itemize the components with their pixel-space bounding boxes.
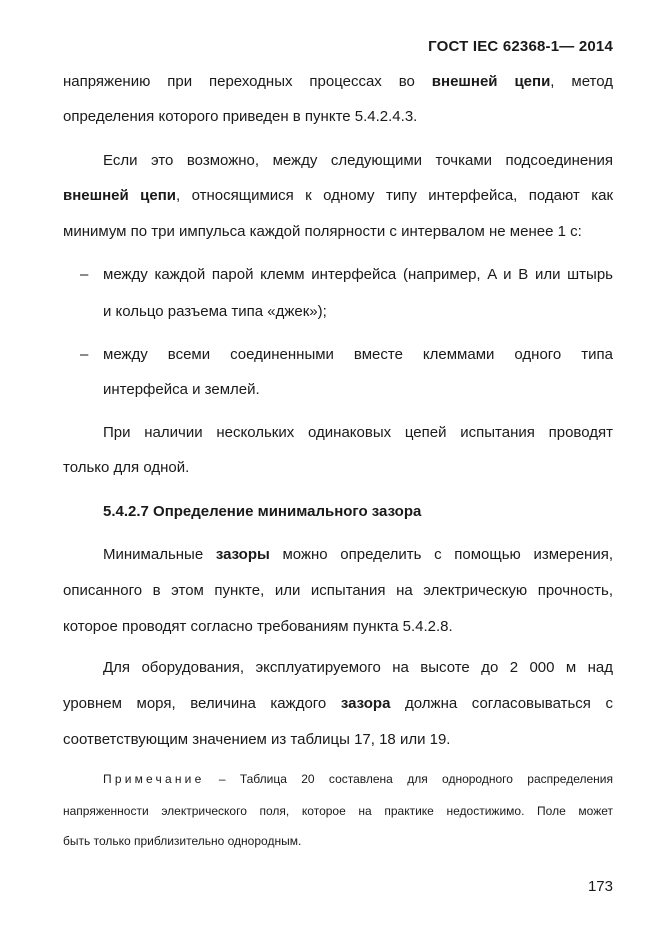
paragraph-line: соответствующим значением из таблицы 17, 18 или 19. bbox=[63, 731, 451, 748]
list-item-line: и кольцо разъема типа «джек»); bbox=[103, 303, 327, 320]
list-bullet: – bbox=[80, 266, 89, 283]
text-span: , метод bbox=[550, 73, 613, 90]
page-number: 173 bbox=[587, 878, 613, 895]
paragraph-line: определения которого приведен в пункте 5.4.2.4.3. bbox=[63, 108, 418, 125]
note-line bbox=[103, 772, 613, 787]
paragraph-line: Если это возможно, между следующими точками подсоединения bbox=[103, 152, 613, 169]
term-clearance: зазора bbox=[340, 695, 391, 712]
text-span: Минимальные bbox=[103, 546, 216, 563]
text-span: напряжению при переходных процессах во bbox=[63, 73, 432, 90]
term-external-circuit: внешней цепи bbox=[63, 187, 177, 204]
note-label: Примечание bbox=[103, 772, 205, 786]
text-span: , относящимися к одному типу интерфейса, подают как bbox=[176, 187, 614, 204]
paragraph-line bbox=[63, 187, 613, 205]
text-span: можно определить с помощью измерения, bbox=[269, 546, 613, 563]
text-span: должна согласовываться с bbox=[390, 695, 614, 712]
term-clearances: зазоры bbox=[215, 546, 270, 563]
paragraph-line: Для оборудования, эксплуатируемого на высоте до 2 000 м над bbox=[103, 659, 613, 676]
document-header: ГОСТ IEC 62368-1— 2014 bbox=[428, 38, 613, 55]
note-line: быть только приблизительно однородным. bbox=[63, 834, 302, 848]
paragraph-line bbox=[63, 73, 613, 91]
term-external-circuit: внешней цепи bbox=[431, 73, 551, 90]
text-span: – Таблица 20 составлена для однородного распределения bbox=[204, 772, 613, 786]
paragraph-line: При наличии нескольких одинаковых цепей испытания проводят bbox=[103, 424, 613, 441]
section-heading: 5.4.2.7 Определение минимального зазора bbox=[103, 503, 422, 520]
list-item-line: интерфейса и землей. bbox=[103, 381, 260, 398]
paragraph-line: которое проводят согласно требованиям пункта 5.4.2.8. bbox=[63, 618, 453, 635]
list-bullet: – bbox=[80, 346, 89, 363]
paragraph-line: минимум по три импульса каждой полярности с интервалом не менее 1 с: bbox=[63, 223, 582, 240]
paragraph-line: только для одной. bbox=[63, 459, 190, 476]
paragraph-line bbox=[103, 546, 613, 564]
text-span: уровнем моря, величина каждого bbox=[63, 695, 341, 712]
list-item-line: между каждой парой клемм интерфейса (например, A и B или штырь bbox=[103, 266, 613, 283]
paragraph-line: описанного в этом пункте, или испытания на электрическую прочность, bbox=[63, 582, 613, 599]
paragraph-line bbox=[63, 695, 613, 713]
note-line: напряженности электрического поля, которое на практике недостижимо. Поле может bbox=[63, 804, 613, 818]
list-item-line: между всеми соединенными вместе клеммами одного типа bbox=[103, 346, 613, 363]
